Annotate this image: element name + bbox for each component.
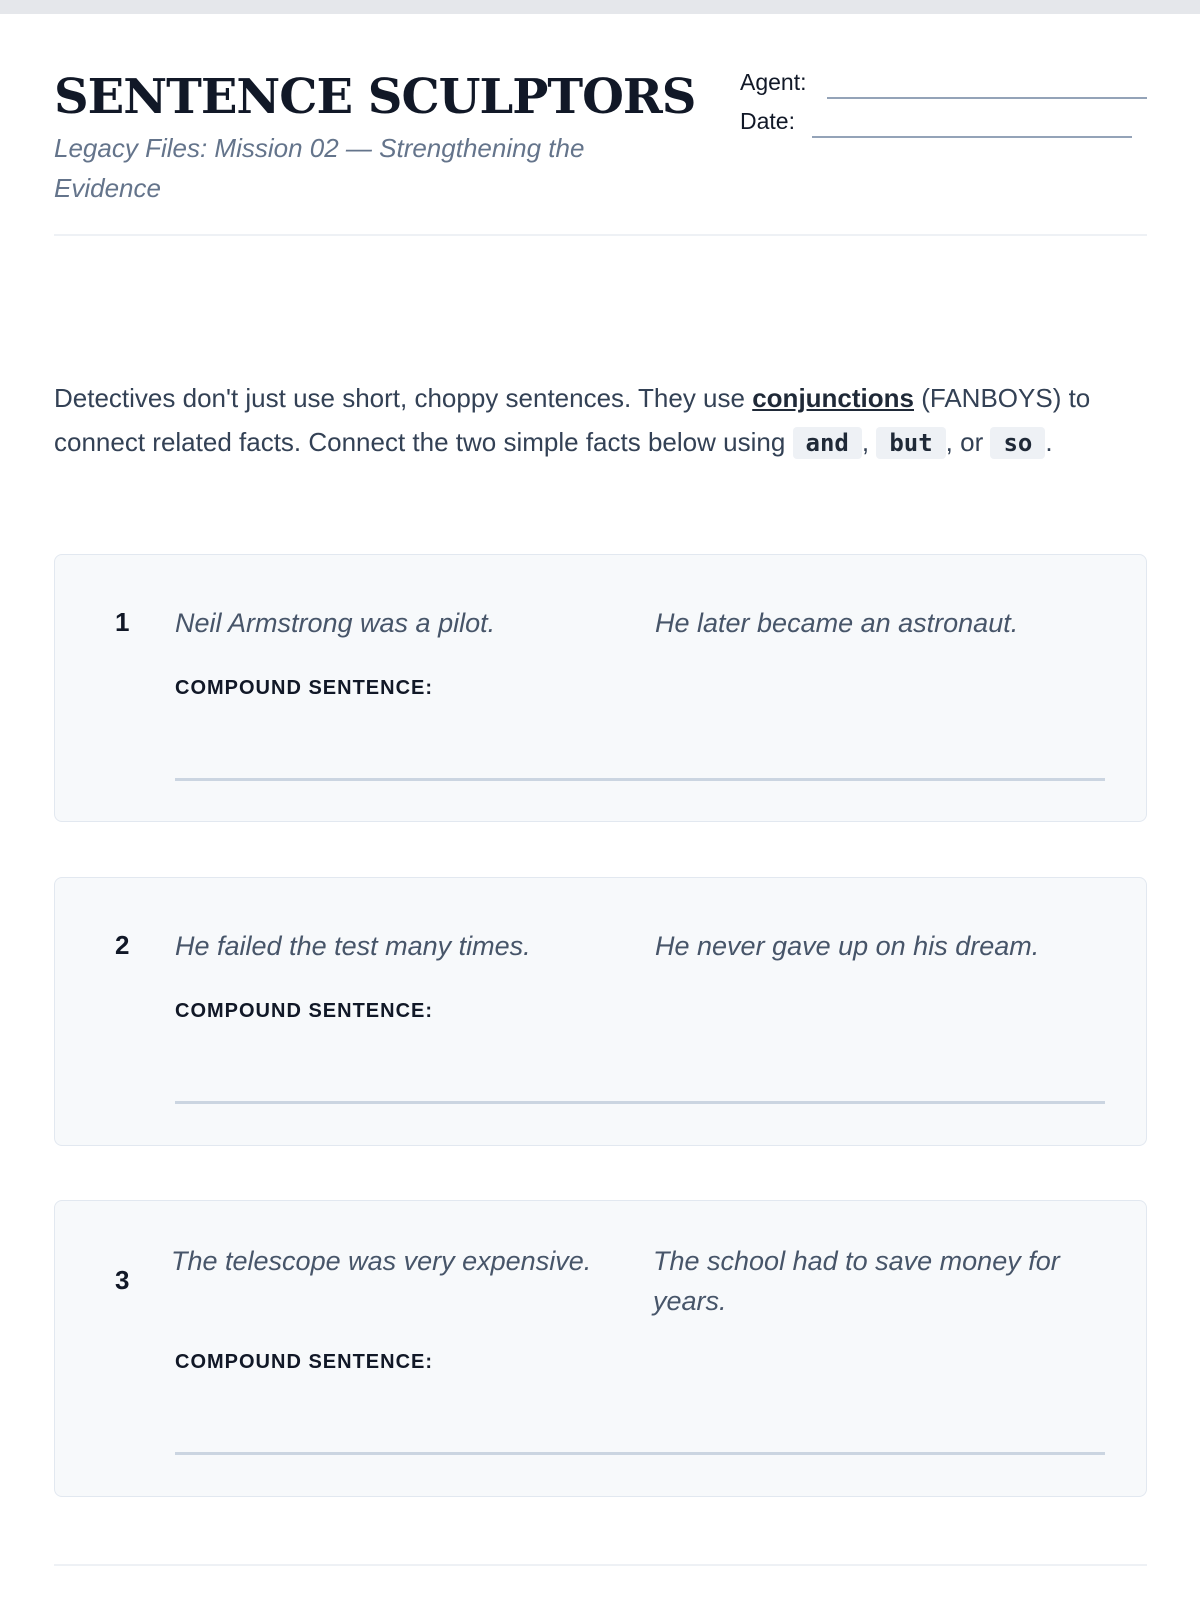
top-bar	[0, 0, 1200, 14]
exercise-number: 2	[115, 930, 130, 960]
fact-b: The school had to save money for years.	[653, 1246, 1060, 1316]
fact-a: He failed the test many times.	[175, 931, 531, 961]
answer-line[interactable]	[175, 778, 1105, 781]
answer-line[interactable]	[175, 1452, 1105, 1455]
conjunction-but: but	[876, 427, 945, 459]
instructions-text-2: (FANBOYS) to connect related facts. Connect the two simple facts below using	[54, 383, 1091, 457]
instructions	[54, 376, 1154, 465]
fact-b: He never gave up on his dream.	[655, 931, 1040, 961]
answer-line[interactable]	[175, 1101, 1105, 1104]
exercise-number: 3	[115, 1265, 130, 1295]
fact-a: The telescope was very expensive.	[171, 1246, 592, 1276]
footer-divider	[54, 1564, 1147, 1566]
compound-sentence-label: COMPOUND SENTENCE:	[175, 1000, 434, 1022]
fact-a: Neil Armstrong was a pilot.	[175, 608, 496, 638]
separator-1: ,	[861, 427, 877, 457]
exercise-card	[54, 1200, 1147, 1497]
header-divider	[54, 234, 1147, 236]
exercise-number: 1	[115, 607, 130, 637]
conjunction-so: so	[990, 427, 1045, 459]
fact-b: He later became an astronaut.	[655, 608, 1019, 638]
page-title: SENTENCE SCULPTORS	[54, 69, 696, 125]
page-subtitle: Legacy Files: Mission 02 — Strengthening the Evidence	[54, 133, 585, 203]
date-label: Date:	[740, 108, 795, 134]
agent-label: Agent:	[740, 69, 807, 95]
instructions-end: .	[1045, 427, 1053, 457]
conjunctions-keyword: conjunctions	[752, 383, 914, 413]
compound-sentence-label: COMPOUND SENTENCE:	[175, 1351, 434, 1373]
date-field[interactable]	[812, 136, 1132, 138]
separator-2: , or	[945, 427, 991, 457]
compound-sentence-label: COMPOUND SENTENCE:	[175, 677, 434, 699]
exercise-card	[54, 554, 1147, 822]
conjunction-and: and	[793, 427, 862, 459]
instructions-text-1: Detectives don't just use short, choppy sentences. They use	[54, 383, 753, 413]
exercise-card	[54, 877, 1147, 1146]
agent-field[interactable]	[827, 97, 1147, 99]
